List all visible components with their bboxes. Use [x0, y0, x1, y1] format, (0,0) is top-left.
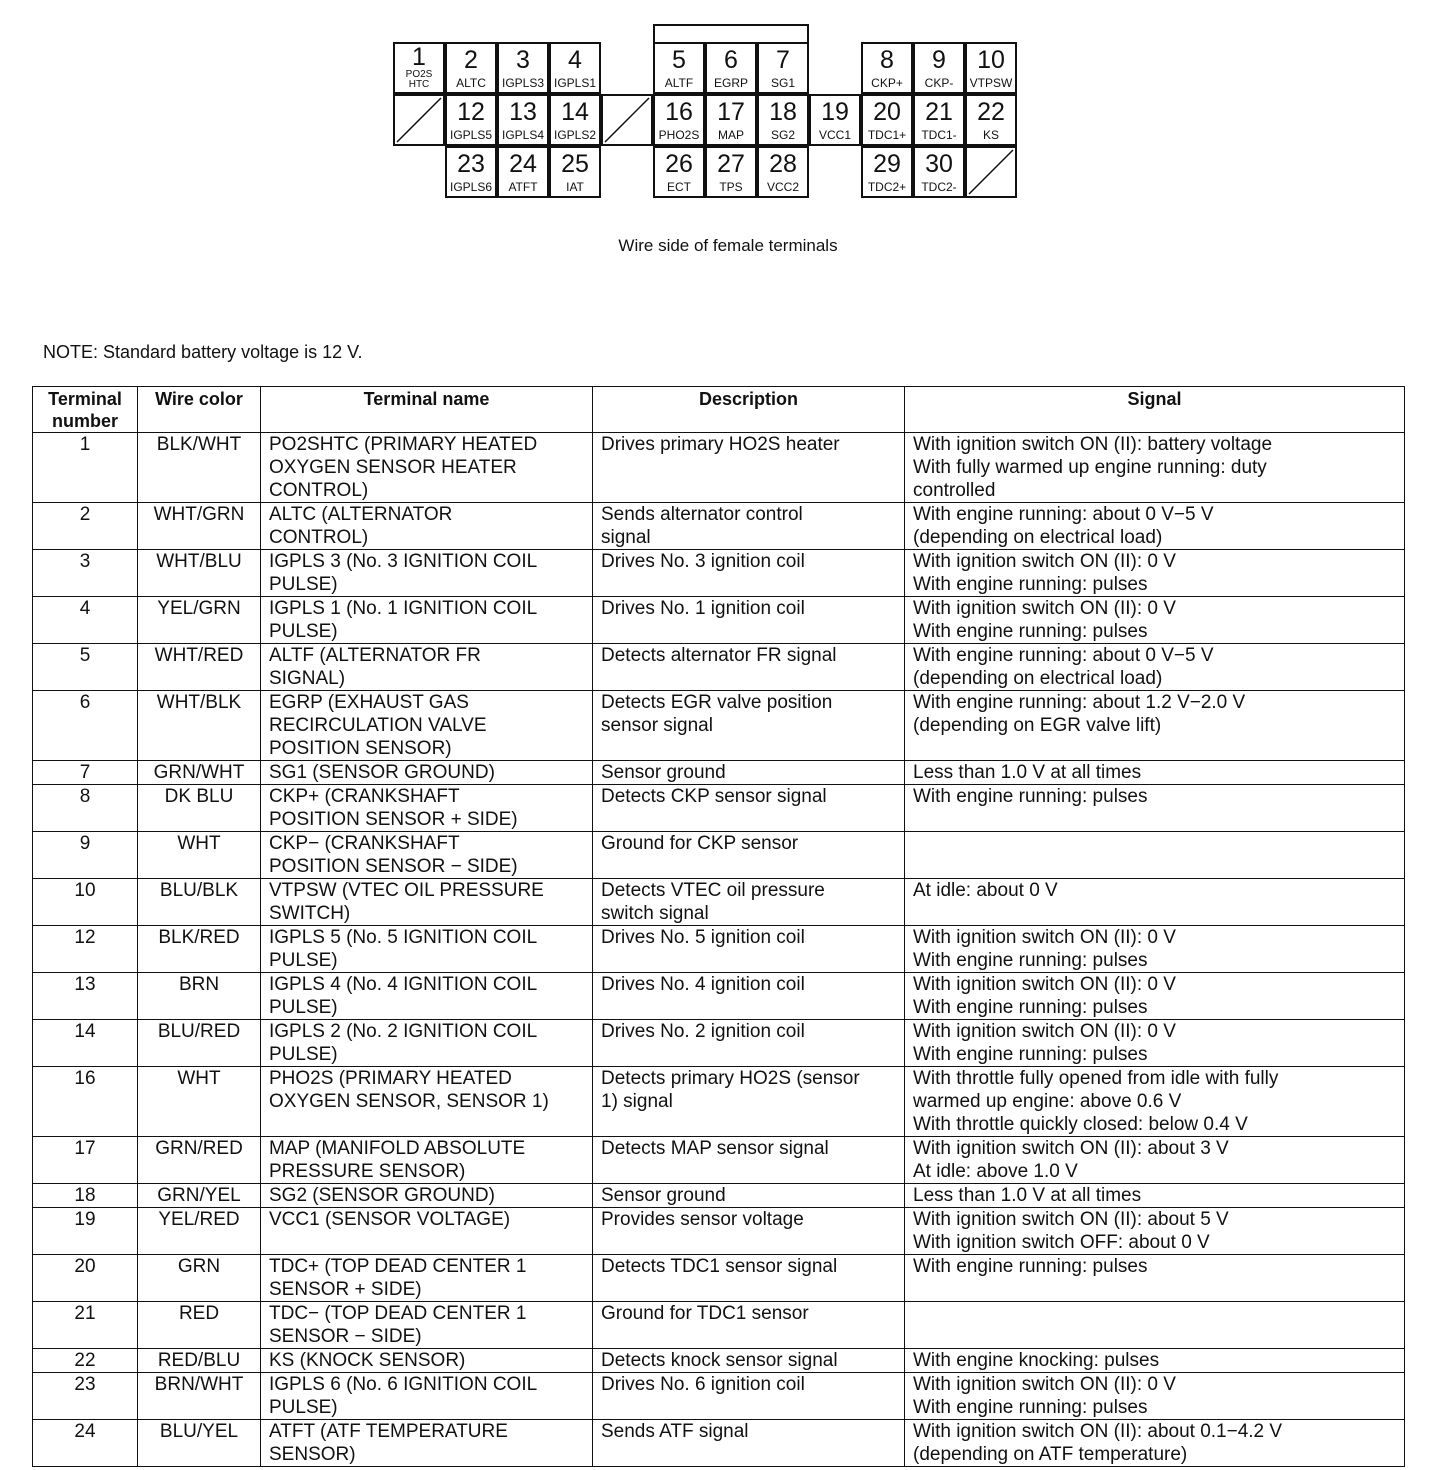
description-cell: Detects knock sensor signal [593, 1349, 905, 1373]
terminal-number-cell: 19 [33, 1208, 138, 1255]
description-cell: Detects MAP sensor signal [593, 1137, 905, 1184]
table-row [33, 1373, 1405, 1420]
terminal-number-cell: 16 [33, 1067, 138, 1137]
pin-label: KS [982, 128, 999, 142]
terminal-name-cell: SG1 (SENSOR GROUND) [261, 761, 593, 785]
terminal-name-cell: IGPLS 2 (No. 2 IGNITION COIL PULSE) [261, 1020, 593, 1067]
terminal-number-cell: 24 [33, 1420, 138, 1467]
pin-label: VCC1 [818, 128, 851, 142]
table-row [33, 503, 1405, 550]
pin-label: PHO2S [658, 128, 700, 142]
pin-number: 30 [925, 150, 953, 178]
header-terminal-name: Terminal name [261, 387, 593, 433]
terminal-name-cell: CKP− (CRANKSHAFT POSITION SENSOR − SIDE) [261, 832, 593, 879]
pin-number: 5 [672, 46, 686, 74]
terminal-name-cell: PHO2S (PRIMARY HEATED OXYGEN SENSOR, SENSOR 1) [261, 1067, 593, 1137]
pin-number: 3 [516, 46, 530, 74]
pin-label: IGPLS4 [501, 128, 545, 142]
pin-number: 10 [977, 46, 1005, 74]
pin-number: 4 [568, 46, 582, 74]
description-cell: Sends alternator control signal [593, 503, 905, 550]
terminal-number-cell: 7 [33, 761, 138, 785]
pin-label: ALTF [664, 76, 694, 90]
pin-label: ATFT [508, 180, 538, 194]
connector-pin [445, 146, 497, 198]
wire-color-cell: WHT [138, 1067, 261, 1137]
description-cell: Drives No. 6 ignition coil [593, 1373, 905, 1420]
terminal-name-cell: ALTF (ALTERNATOR FR SIGNAL) [261, 644, 593, 691]
pin-label: IGPLS5 [449, 128, 493, 142]
signal-cell: With engine running: pulses [905, 1255, 1405, 1302]
terminal-name-cell: TDC− (TOP DEAD CENTER 1 SENSOR − SIDE) [261, 1302, 593, 1349]
wire-color-cell: WHT/GRN [138, 503, 261, 550]
description-cell: Drives No. 1 ignition coil [593, 597, 905, 644]
connector-pin [757, 94, 809, 146]
terminal-name-cell: SG2 (SENSOR GROUND) [261, 1184, 593, 1208]
description-cell: Detects alternator FR signal [593, 644, 905, 691]
description-cell: Sensor ground [593, 761, 905, 785]
terminal-number-cell: 14 [33, 1020, 138, 1067]
terminal-number-cell: 20 [33, 1255, 138, 1302]
connector-pin [653, 42, 705, 94]
signal-cell: With engine running: about 1.2 V−2.0 V (depending on EGR valve lift) [905, 691, 1405, 761]
signal-cell: At idle: about 0 V [905, 879, 1405, 926]
connector-pin [965, 42, 1017, 94]
description-cell: Detects CKP sensor signal [593, 785, 905, 832]
terminal-name-cell: IGPLS 6 (No. 6 IGNITION COIL PULSE) [261, 1373, 593, 1420]
terminal-number-cell: 18 [33, 1184, 138, 1208]
connector-pin [913, 146, 965, 198]
pin-label: TPS [719, 180, 743, 194]
pin-label: SG1 [770, 76, 795, 90]
pin-number: 25 [561, 150, 589, 178]
header-terminal-number: Terminal number [33, 387, 138, 433]
pin-number: 26 [665, 150, 693, 178]
terminal-name-cell: TDC+ (TOP DEAD CENTER 1 SENSOR + SIDE) [261, 1255, 593, 1302]
pin-number: 19 [821, 98, 849, 126]
table-row [33, 926, 1405, 973]
connector-pin [445, 94, 497, 146]
table-row [33, 785, 1405, 832]
signal-cell: With ignition switch ON (II): about 3 V At idle: above 1.0 V [905, 1137, 1405, 1184]
signal-cell: Less than 1.0 V at all times [905, 761, 1405, 785]
terminal-number-cell: 5 [33, 644, 138, 691]
table-row [33, 644, 1405, 691]
pin-label: TDC1- [921, 128, 957, 142]
connector-pin [861, 42, 913, 94]
pin-number: 21 [925, 98, 953, 126]
connector-pin [757, 42, 809, 94]
signal-cell: With engine running: about 0 V−5 V (depending on electrical load) [905, 644, 1405, 691]
pin-label: IGPLS1 [553, 76, 597, 90]
wire-color-cell: BLU/YEL [138, 1420, 261, 1467]
table-row [33, 1020, 1405, 1067]
wire-color-cell: WHT/RED [138, 644, 261, 691]
signal-cell [905, 832, 1405, 879]
description-cell: Drives No. 5 ignition coil [593, 926, 905, 973]
table-row [33, 1184, 1405, 1208]
table-row [33, 1137, 1405, 1184]
table-row [33, 1208, 1405, 1255]
pin-label: VCC2 [766, 180, 799, 194]
pin-number: 29 [873, 150, 901, 178]
pin-label: ALTC [456, 76, 486, 90]
description-cell: Detects EGR valve position sensor signal [593, 691, 905, 761]
terminal-number-cell: 3 [33, 550, 138, 597]
pin-label: EGRP [713, 76, 748, 90]
terminal-name-cell: KS (KNOCK SENSOR) [261, 1349, 593, 1373]
connector-pin [497, 42, 549, 94]
terminal-name-cell: ATFT (ATF TEMPERATURE SENSOR) [261, 1420, 593, 1467]
terminal-name-cell: PO2SHTC (PRIMARY HEATED OXYGEN SENSOR HEATER CONTROL) [261, 433, 593, 503]
terminal-name-cell: ALTC (ALTERNATOR CONTROL) [261, 503, 593, 550]
description-cell: Drives No. 4 ignition coil [593, 973, 905, 1020]
unused-cavity [601, 94, 653, 146]
connector-pin [549, 146, 601, 198]
wire-color-cell: BLU/BLK [138, 879, 261, 926]
terminal-number-cell: 12 [33, 926, 138, 973]
pin-label: SG2 [770, 128, 795, 142]
signal-cell: With ignition switch ON (II): battery voltage With fully warmed up engine running: duty controlled [905, 433, 1405, 503]
unused-cavity [965, 146, 1017, 198]
signal-cell: With ignition switch ON (II): 0 V With engine running: pulses [905, 597, 1405, 644]
table-row [33, 761, 1405, 785]
pin-label: IGPLS3 [501, 76, 545, 90]
wire-color-cell: GRN [138, 1255, 261, 1302]
terminal-number-cell: 23 [33, 1373, 138, 1420]
signal-cell: With ignition switch ON (II): 0 V With engine running: pulses [905, 973, 1405, 1020]
signal-cell: With engine knocking: pulses [905, 1349, 1405, 1373]
terminal-number-cell: 22 [33, 1349, 138, 1373]
pin-number: 20 [873, 98, 901, 126]
connector-pin [705, 42, 757, 94]
pin-number: 9 [932, 46, 946, 74]
pin-number: 2 [464, 46, 478, 74]
connector-pin [653, 146, 705, 198]
signal-cell: With ignition switch ON (II): 0 V With engine running: pulses [905, 1020, 1405, 1067]
wire-color-cell: BLU/RED [138, 1020, 261, 1067]
connector-diagram [393, 24, 1023, 200]
connector-pin [861, 146, 913, 198]
wire-color-cell: GRN/YEL [138, 1184, 261, 1208]
table-row [33, 1067, 1405, 1137]
pin-number: 24 [509, 150, 537, 178]
pin-number: 1 [412, 43, 426, 71]
connector-caption: Wire side of female terminals [618, 236, 838, 255]
table-row [33, 550, 1405, 597]
signal-cell: With engine running: about 0 V−5 V (depending on electrical load) [905, 503, 1405, 550]
wire-color-cell: YEL/RED [138, 1208, 261, 1255]
table-row [33, 879, 1405, 926]
wire-color-cell: BLK/WHT [138, 433, 261, 503]
description-cell: Detects VTEC oil pressure switch signal [593, 879, 905, 926]
table-header-row [33, 387, 1405, 433]
pin-label: IGPLS6 [449, 180, 493, 194]
wire-color-cell: DK BLU [138, 785, 261, 832]
terminal-table [32, 386, 1405, 1467]
connector-pin [549, 94, 601, 146]
description-cell: Sensor ground [593, 1184, 905, 1208]
pin-number: 23 [457, 150, 485, 178]
header-wire-color: Wire color [138, 387, 261, 433]
battery-voltage-note: NOTE: Standard battery voltage is 12 V. [43, 342, 363, 362]
connector-pin [913, 94, 965, 146]
wire-color-cell: YEL/GRN [138, 597, 261, 644]
pin-label: VTPSW [969, 76, 1013, 90]
connector-pin [445, 42, 497, 94]
terminal-name-cell: VTPSW (VTEC OIL PRESSURE SWITCH) [261, 879, 593, 926]
connector-pin [861, 94, 913, 146]
pin-number: 16 [665, 98, 693, 126]
pin-number: 8 [880, 46, 894, 74]
connector-pin [757, 146, 809, 198]
signal-cell: With ignition switch ON (II): 0 V With engine running: pulses [905, 1373, 1405, 1420]
table-row [33, 691, 1405, 761]
table-row [33, 832, 1405, 879]
wire-color-cell: WHT/BLK [138, 691, 261, 761]
terminal-number-cell: 1 [33, 433, 138, 503]
pin-number: 14 [561, 98, 589, 126]
pin-number: 17 [717, 98, 745, 126]
terminal-number-cell: 17 [33, 1137, 138, 1184]
description-cell: Ground for TDC1 sensor [593, 1302, 905, 1349]
pin-label: CKP- [924, 76, 954, 90]
pin-label: TDC2+ [867, 180, 907, 194]
table-row [33, 1255, 1405, 1302]
pin-label: TDC2- [921, 180, 957, 194]
table-row [33, 597, 1405, 644]
table-row [33, 1420, 1405, 1467]
pin-number: 7 [776, 46, 790, 74]
pin-label: ECT [667, 180, 691, 194]
connector-pin [809, 94, 861, 146]
pin-number: 12 [457, 98, 485, 126]
terminal-number-cell: 8 [33, 785, 138, 832]
pin-number: 27 [717, 150, 745, 178]
terminal-name-cell: IGPLS 3 (No. 3 IGNITION COIL PULSE) [261, 550, 593, 597]
pin-label: PO2S HTC [405, 69, 433, 90]
description-cell: Ground for CKP sensor [593, 832, 905, 879]
signal-cell [905, 1302, 1405, 1349]
table-row [33, 973, 1405, 1020]
signal-cell: With throttle fully opened from idle with fully warmed up engine: above 0.6 V With throttle quickly closed: below 0.4 V [905, 1067, 1405, 1137]
connector-key [653, 24, 809, 44]
connector-pin [705, 146, 757, 198]
terminal-name-cell: IGPLS 4 (No. 4 IGNITION COIL PULSE) [261, 973, 593, 1020]
wire-color-cell: GRN/RED [138, 1137, 261, 1184]
terminal-number-cell: 13 [33, 973, 138, 1020]
unused-cavity [393, 94, 445, 146]
pin-label: TDC1+ [867, 128, 907, 142]
header-signal: Signal [905, 387, 1405, 433]
signal-cell: With ignition switch ON (II): about 0.1−4.2 V (depending on ATF temperature) [905, 1420, 1405, 1467]
terminal-number-cell: 6 [33, 691, 138, 761]
connector-pin [549, 42, 601, 94]
connector-pin [653, 94, 705, 146]
signal-cell: Less than 1.0 V at all times [905, 1184, 1405, 1208]
table-row [33, 433, 1405, 503]
wire-color-cell: GRN/WHT [138, 761, 261, 785]
pin-number: 13 [509, 98, 537, 126]
terminal-number-cell: 9 [33, 832, 138, 879]
description-cell: Drives No. 3 ignition coil [593, 550, 905, 597]
signal-cell: With ignition switch ON (II): 0 V With engine running: pulses [905, 926, 1405, 973]
terminal-name-cell: EGRP (EXHAUST GAS RECIRCULATION VALVE POSITION SENSOR) [261, 691, 593, 761]
wire-color-cell: WHT/BLU [138, 550, 261, 597]
signal-cell: With ignition switch ON (II): about 5 V With ignition switch OFF: about 0 V [905, 1208, 1405, 1255]
wire-color-cell: RED [138, 1302, 261, 1349]
description-cell: Detects primary HO2S (sensor 1) signal [593, 1067, 905, 1137]
terminal-name-cell: VCC1 (SENSOR VOLTAGE) [261, 1208, 593, 1255]
connector-pin [913, 42, 965, 94]
signal-cell: With ignition switch ON (II): 0 V With engine running: pulses [905, 550, 1405, 597]
wire-color-cell: BRN/WHT [138, 1373, 261, 1420]
pin-number: 22 [977, 98, 1005, 126]
terminal-number-cell: 10 [33, 879, 138, 926]
description-cell: Drives No. 2 ignition coil [593, 1020, 905, 1067]
terminal-number-cell: 2 [33, 503, 138, 550]
table-body [33, 433, 1405, 1467]
pin-label: CKP+ [871, 76, 903, 90]
terminal-name-cell: MAP (MANIFOLD ABSOLUTE PRESSURE SENSOR) [261, 1137, 593, 1184]
wire-color-cell: BRN [138, 973, 261, 1020]
description-cell: Detects TDC1 sensor signal [593, 1255, 905, 1302]
pin-number: 18 [769, 98, 797, 126]
connector-pin [497, 94, 549, 146]
connector-pin [393, 42, 445, 94]
terminal-name-cell: IGPLS 5 (No. 5 IGNITION COIL PULSE) [261, 926, 593, 973]
connector-pin [705, 94, 757, 146]
terminal-name-cell: IGPLS 1 (No. 1 IGNITION COIL PULSE) [261, 597, 593, 644]
terminal-number-cell: 4 [33, 597, 138, 644]
pin-label: MAP [717, 128, 744, 142]
wire-color-cell: RED/BLU [138, 1349, 261, 1373]
wire-color-cell: BLK/RED [138, 926, 261, 973]
description-cell: Drives primary HO2S heater [593, 433, 905, 503]
terminal-name-cell: CKP+ (CRANKSHAFT POSITION SENSOR + SIDE) [261, 785, 593, 832]
wire-color-cell: WHT [138, 832, 261, 879]
connector-pin [497, 146, 549, 198]
signal-cell: With engine running: pulses [905, 785, 1405, 832]
description-cell: Sends ATF signal [593, 1420, 905, 1467]
terminal-number-cell: 21 [33, 1302, 138, 1349]
header-description: Description [593, 387, 905, 433]
pin-number: 6 [724, 46, 738, 74]
pin-label: IAT [566, 180, 584, 194]
connector-pin [965, 94, 1017, 146]
pin-number: 28 [769, 150, 797, 178]
table-row [33, 1349, 1405, 1373]
pin-label: IGPLS2 [553, 128, 597, 142]
description-cell: Provides sensor voltage [593, 1208, 905, 1255]
table-row [33, 1302, 1405, 1349]
